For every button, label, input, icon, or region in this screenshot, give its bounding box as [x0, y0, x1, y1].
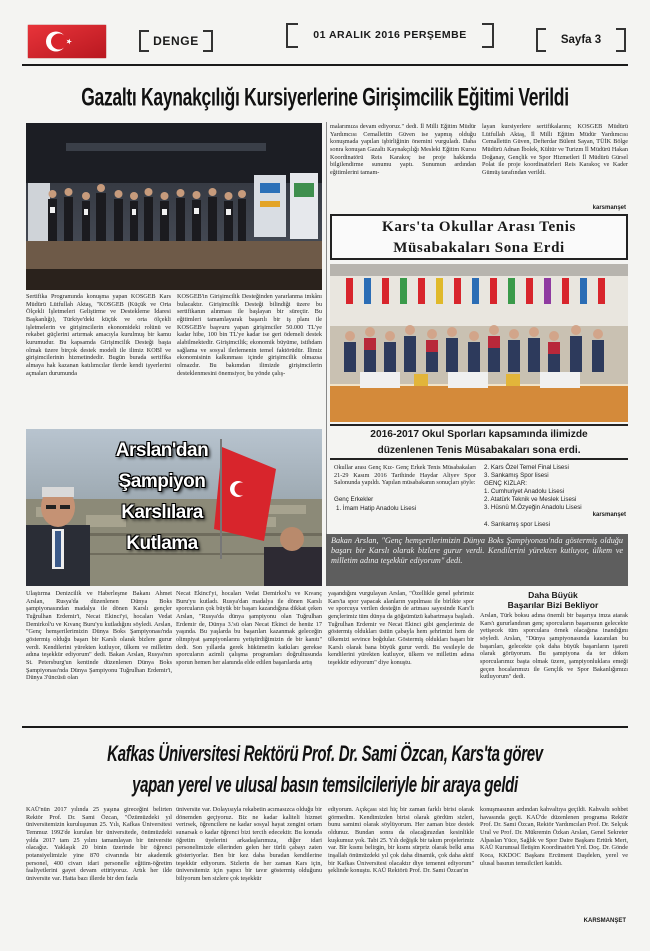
arslan-quote-box	[326, 534, 628, 586]
issue-date: 01 ARALIK 2016 PERŞEMBE	[313, 29, 467, 41]
tennis-girls-heading: GENÇ KIZLAR:	[484, 480, 527, 488]
story1-column-4: layan kursiyerlere sertifikalarını; KOSGEB Müdürü Lütfullah Aktaş, İl Milli Eğitim Müdür Yardımcısı Cemallettin Güven, Defterdar Bülent Sayan, TÜİK Bölge Müdürü Adnan İbolek, Kültür ve Turizm İl Müdürü Hakan Doğanay, Gençlik ve Spor Hizmetleri İl Müdürü Gürsel Polat ile proje koordinatörleri Reis Karakoç ve Kader Gümüş tarafından verildi.	[482, 123, 628, 176]
arslan-column-3: yaşandığını vurgulayan Arslan, "Özellikle genel şehrimiz Kars'ta spor yapacak alanların yapılması ile birlikte spor ve sporcuya verilen desteğin de artması sayesinde Kars'lı gençlerimiz tüm dünya da göğsümüzü kabartmaya başladı. Tuğrulhan Erdemir ve Necat Ekinci gibi gençlerimiz de göstermiş oldukları üstün çabayla hem şehrimizi hem de ülkemizi sevince boğdular. Göstermiş oldukları başarı bir Karslı olarak bana büyük gurur verdi. Bu vesileyle de kendilerini yürekten kutluyor, ülkem ve milletim adına teşekkür ediyorum" diye konuştu.	[328, 590, 474, 666]
tennis-result-item: 2. Kars Özel Temel Final Lisesi	[484, 464, 569, 471]
tennis-title-box	[330, 214, 628, 260]
kafkas-column-4: konuşmasının ardından kahvaltıya geçildi. Kahvaltı sohbet havasında geçti. KAÜ'de düzenlenen programa Rektör Prof. Dr. Sami Özcan, Rektör Yardımcıları Prof. Dr. Selçuk Ural ve Prof. Dr. Mükremin Özkan Arslan, Genel Sekreter Alpaslan Yüce, Sağlık ve Spor Daire Başkanı Ertürk Mert, KAÜ Kurumsal İletişim Koordinatörü Yrd. Doç. Dr. Gönde Koca, KKDOC Başkanı Ercüment Daşdelen, yerel ve ulusal basının temsilcileri katıldı.	[480, 806, 628, 867]
arslan-photo-title-4: Kutlama	[126, 533, 198, 554]
arslan-side-heading-1: Daha Büyük	[528, 590, 578, 600]
kafkas-signature: KARSMANŞET	[583, 918, 626, 924]
paper-name-box	[139, 30, 213, 52]
arslan-photo-title-3: Karslılara	[121, 502, 203, 523]
tennis-result-item: 2. Atatürk Teknik ve Meslek Lisesi	[484, 496, 577, 504]
kafkas-column-2: üniversite var. Dolayısıyla rekabetin acımasızca olduğu bir dönemden geçiyoruz. Biz ne kadar kaliteli hizmet verirsek, öğrencilere ne kadar sosyal hayat zengini ortam sunarsak o kadar öğrenci bizi tercih edecektir. Bu konuda öğretim üyelerini arkadaşlarımıza, diğer idari personelimizde ellerinden gelen her türlü çabayı zaten gösteriyorlar. Ben bir kez daha buradan kendilerine teşekkür ediyorum. Sizlerin de her zaman Kars için, üniversitemiz için yapıcı bir tavır göstermiş olduğunu biliyorum ben sizlere çok teşekkür	[176, 806, 322, 882]
tennis-subhead-box	[330, 424, 628, 460]
page-label-box	[536, 28, 626, 52]
tennis-subhead-line1: 2016-2017 Okul Sporları kapsamında ilimizde	[370, 429, 588, 440]
masthead	[22, 22, 628, 62]
tennis-boys-heading: Genç Erkekler	[334, 496, 374, 503]
tennis-result-item: 4. Sarıkamış spor Lisesi	[484, 520, 551, 528]
arslan-photo	[26, 429, 322, 586]
kafkas-column-3: ediyorum. Açıkçası sizi hiç bir zaman farklı birisi olarak görmedim. Kendimizden birisi olarak gördüm sizleri, bunu samimi olarak söylüyorum. Her zaman bize destek oldunuz. Bundan sonra da olacağınızdan kesinlikle kuşkumuz yok. Tabi 25. Yılı değişik bir takım projelerimiz var. Bir kısmı belirgin, bir kısmı sürpriz olarak belki ama inşallah önümüzdeki yıl çok daha dinamik, çok daha aktif bir Kafkas Üniversitesi olacaktır diye temenni ediyorum" şeklinde konuştu. KAÜ Rektörü Prof. Dr. Sami Özcan'ın	[328, 806, 474, 875]
section-rule	[22, 726, 628, 728]
story1-column-1: Sertifika Programında konuşma yapan KOSGEB Kars Müdürü Lütfullah Aktaş, "KOSGEB (Küçük ve Orta Ölçekli İşletmeleri Geliştirme ve Destekleme İdaresi Başkanlığı), Türkiye'deki küçük ve orta ölçekli işletmelerin ve girişimcilerin ekonomideki rolünü ve rekabet güçlerini artırmak amacıyla kurulmuş bir kamu kurumudur. Bu kapsamda Girişimcilik Desteği başta olmak üzere birçok destek modeli ile ilimiz KOBİ ve girişimcilerinin hizmetindedir. Bugün burada sertifika almaya hak kazanan katılımcılar ilerde kendi işyerlerini açmaları durumunda	[26, 293, 171, 377]
tennis-intro: Okullar arası Genç Kız- Genç Erkek Tenis Müsabakaları 21-29 Kasım 2016 Tarihinde Haydar Aliyev Spor Salonunda yapıldı. Yapılan müsabakanın sonuçları şöyle:	[334, 464, 476, 487]
story1-column-2: KOSGEB'in Girişimcilik Desteğinden yararlanma imkânı bulacaktır. Girişimcilik Desteği bilindiği üzere bu sertifikanın alınması ile başlayan bir süreçtir. Bu eğitimleri tamamlayarak başarılı bir iş planı ile KOSGEB'e başvuru yapan girişimciler 50.000 TL'ye kadar hibe, 100 bin TL'ye kadar ise geri ödemeli destek alabilmektedir. Girişimcilik; ekonomik büyüme, istihdam sağlama ve sosyal ilerlemenin temel faktörüdür. İlimiz ekonomisinin kalkınması içinde girişimcilik olmazsa olmazdır. Bu bakımdan ilimizde girişimcilerin desteklenmesini önemsiyor, bu yönde çalış-	[177, 293, 322, 377]
tennis-results-list	[484, 464, 628, 531]
kafkas-column-1: KAÜ'nün 2017 yılında 25 yaşına gireceğini belirten Rektör Prof. Dr. Sami Özcan, "Özümüzdeki yıl üniversitemizin kuruluşunun 25. Yılı, Kafkas Üniversitesi Temmuz 1992'de kurulan bir üniversitede, önümüzdeki yılda 2017 tam 25 yılını tamamlayan bir üniversite olacağız. Yaklaşık 20 binin üzerinde bir öğrenci potansiyelimizle yine 870 civarında bir akademik personel, 400 civarı idari personelle eğitim-öğretim faaliyetlerini gayet devam ettiriyoruz. Artık her ilde üniversite var. Hatta bazı illerde bir den fazla	[26, 806, 172, 882]
page-label: Sayfa 3	[560, 34, 602, 46]
tennis-result-item: 3. Hüsnü M.Özyeğin Anadolu Lisesi	[484, 504, 582, 512]
tennis-subhead-line2: düzenlenen Tenis Müsabakaları sona erdi.	[377, 445, 581, 456]
arslan-side-heading	[478, 590, 628, 610]
arslan-column-1: Ulaştırma Denizcilik ve Haberleşme Bakanı Ahmet Arslan, Rusya'da düzenlenen Dünya Boks şampiyonasından madalya ile dönen Karslı gençler Tuğrulhan Erdemir'i, Necat Ekinci'yi, hocaları Vedat Demirkol'u ve Kıvanç Buru'yu kutladığını söyledi. Arslan, "Genç hemşerilerimizin Dünya Boks Şampiyonası'nda göstermiş olduğu başarı bir Karslı olarak bizlere gurur verdi. Kendilerini yürekten kutluyor, ülkem ve milletim adına teşekkür ediyorum" dedi. Bakan Arslan, Rusya'nın St. Petersburg'un kentinde düzenlenen Dünya Boks Şampiyonası'nda Dünya Şampiyonu Tuğrulhan Erdemir'i, Dünya 3'üncüsü olan	[26, 590, 172, 682]
arslan-photo-title-1: Arslan'dan	[115, 440, 209, 461]
tennis-title-line2: Müsabakaları Sona Erdi	[393, 240, 565, 256]
arslan-column-2: Necat Ekinci'yi, hocaları Vedat Demirkol'u ve Kıvanç Buru'yu kutladı. Rusya'dan madalya ile dönen Karslı sporcuların çok büyük bir başarı kazandığına dikkat çeken Arslan, "Rusya'da dünya şampiyonu olan Tuğrulhan Erdemir de, Dünya 3.'sü olan Necat Ekinci de henüz 17 yaşında. Bu yaşlarda bu başarıları kazanmak geleceğin olimpiyat şampiyonlarını yetiştirdiğimizin de bir kanıtı" dedi. Son yıllarda gerek hükümetin katkıları gerekse sporcuların azimli çalışma programları doğrultusunda sporun hemen her alanında elde edilen başarılarda artış	[176, 590, 322, 666]
kafkas-headline-2: yapan yerel ve ulusal basın temsilcileriyle bir araya geldi	[132, 773, 518, 798]
story1-ceremony-photo	[26, 123, 322, 290]
kafkas-headline-block	[22, 738, 628, 798]
kafkas-headline-1: Kafkas Üniversitesi Rektörü Prof. Dr. Sami Özcan, Kars'ta görev	[107, 742, 543, 767]
tennis-team-photo	[330, 264, 628, 422]
story1-signature: karsmanşet	[592, 205, 626, 211]
tennis-result-item: 3. Sankamış Spor lisesi	[484, 472, 549, 480]
arslan-column-4: Arslan, Türk boksu adına önemli bir başarıya imza atarak Kars'ı gururlandıran genç sporcuların başarısının gelecekte yetişecek tüm sporculara örnek olacağına inandığını söyledi. Arslan, "Dünya şampiyonasında kazanılan bu başarıları, gelecekte çok daha büyük başarıların işareti olarak görüyorum. Bu şampiyona da ter döken sporcularımız başta olmak üzere, şampiyonluklara emeği geçen hocalarımızı ile Gençlik ve Spor Bakanlığımızı kutluyorum" dedi.	[480, 612, 628, 681]
turkish-flag-icon	[28, 25, 106, 58]
tennis-result-item: 1. Cumhuriyet Anadolu Lisesi	[484, 488, 565, 496]
arslan-photo-title-2: Şampiyon	[118, 471, 206, 492]
tennis-boys-item-1: 1. İmam Hatip Anadolu Lisesi	[336, 505, 417, 512]
arslan-quote: Bakan Arslan, "Genç hemşerilerimizin Dünya Boks Şampiyonası'nda göstermiş olduğu başarı bir Karslı olarak bizlere gurur verdi. Kendilerini yürekten kutluyor, ülkem ve milletim adına teşekkür ediyorum" dedi.	[331, 536, 623, 565]
masthead-rule	[22, 64, 628, 66]
tennis-signature: karsmanşet	[592, 512, 626, 518]
tennis-title-line1: Kars'ta Okullar Arası Tenis	[382, 219, 576, 235]
story1-headline: Gazaltı Kaynakçılığı Kursiyerlerine Girişimcilik Eğitimi Verildi	[81, 82, 569, 112]
column-rule	[326, 122, 327, 584]
paper-name: DENGE	[153, 34, 199, 48]
date-box	[286, 23, 494, 48]
arslan-side-heading-2: Başarılar Bizi Bekliyor	[507, 600, 599, 610]
story1-column-3: malarımıza devam ediyoruz." dedi. İl Milli Eğitim Müdür Yardımcısı Cemallettin Güven ise yapmış olduğu konuşmada yapılan işbirliğinin önemini vurguladı. Daha sonra konuşan Gazaltı Kaynakçılığı Mesleki Eğitim Kursu Koordinatörü Reis Karakoç ise proje hakkında bilgilendirme sunumu yaptı. Sunumun ardından eğitimlerini tamam-	[330, 123, 476, 176]
